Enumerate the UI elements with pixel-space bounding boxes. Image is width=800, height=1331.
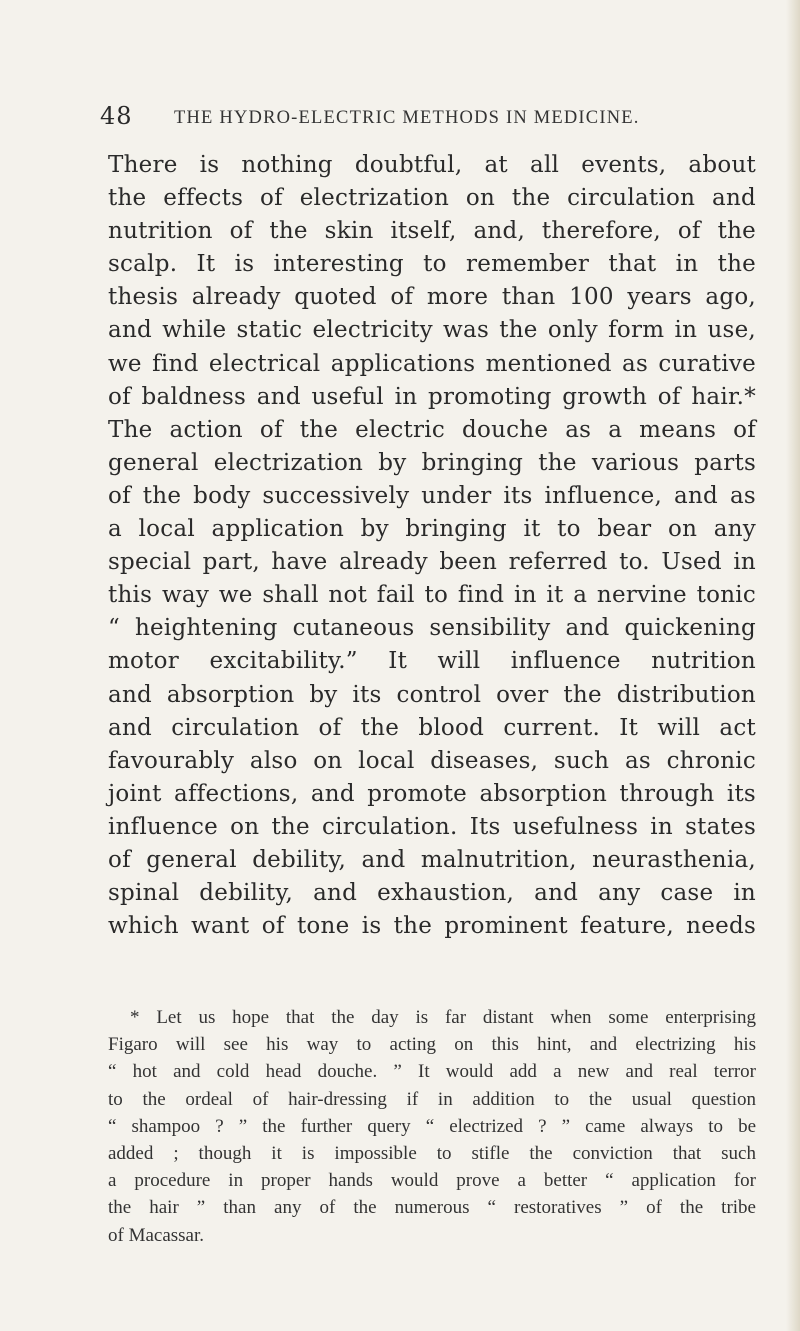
footnote-line: Figaro will see his way to acting on this hint, and electrizing his (108, 1034, 756, 1056)
body-line: There is nothing doubtful, at all events, about (108, 152, 756, 178)
footnote-line: added ; though it is impossible to stifle the conviction that such (108, 1143, 756, 1165)
running-title: THE HYDRO-ELECTRIC METHODS IN MEDICINE. (174, 108, 640, 128)
body-line: this way we shall not fail to find in it a nervine tonic (108, 582, 756, 609)
body-line: and absorption by its control over the distribution (108, 681, 756, 708)
body-line: we find electrical applications mentioned as curative (108, 350, 756, 377)
footnote-line: to the ordeal of hair-dressing if in addition to the usual question (108, 1088, 756, 1110)
body-line: of the body successively under its influence, and as (108, 482, 756, 509)
footnote-line: a procedure in proper hands would prove a better “ application for (108, 1170, 756, 1192)
body-line: and circulation of the blood current. It will act (108, 714, 756, 741)
footnote-line: the hair ” than any of the numerous “ restoratives ” of the tribe (108, 1197, 756, 1219)
footnote (108, 1004, 756, 1249)
body-line: spinal debility, and exhaustion, and any case in (108, 880, 756, 907)
running-header (100, 102, 780, 142)
body-line: general electrization by bringing the various parts (108, 449, 756, 476)
page-number: 48 (100, 102, 133, 130)
footnote-line: “ shampoo ? ” the further query “ electrized ? ” came always to be (108, 1115, 756, 1137)
body-text (108, 149, 756, 943)
footnote-line: * Let us hope that the day is far distant when some enterprising (130, 1007, 756, 1028)
body-line: influence on the circulation. Its usefulness in states (108, 813, 756, 840)
body-line: and while static electricity was the only form in use, (108, 317, 756, 344)
body-line: special part, have already been referred to. Used in (108, 549, 756, 576)
body-line: of general debility, and malnutrition, neurasthenia, (108, 846, 756, 873)
body-line: which want of tone is the prominent feature, needs (108, 913, 756, 940)
body-line: scalp. It is interesting to remember that in the (108, 251, 756, 278)
body-line: The action of the electric douche as a means of (108, 416, 756, 443)
page-edge-shadow (786, 0, 800, 1331)
body-line: the effects of electrization on the circulation and (108, 185, 756, 212)
footnote-line: of Macassar. (108, 1224, 205, 1246)
body-line: favourably also on local diseases, such as chronic (108, 747, 756, 774)
body-line: of baldness and useful in promoting growth of hair.* (108, 383, 756, 410)
body-line: joint affections, and promote absorption through its (108, 780, 756, 807)
body-line: thesis already quoted of more than 100 years ago, (108, 284, 756, 311)
footnote-line: “ hot and cold head douche. ” It would add a new and real terror (108, 1061, 756, 1083)
body-line: “ heightening cutaneous sensibility and quickening (108, 615, 756, 642)
body-line: nutrition of the skin itself, and, therefore, of the (108, 218, 756, 245)
body-line: a local application by bringing it to bear on any (108, 516, 756, 543)
body-line: motor excitability.” It will influence nutrition (108, 648, 756, 675)
